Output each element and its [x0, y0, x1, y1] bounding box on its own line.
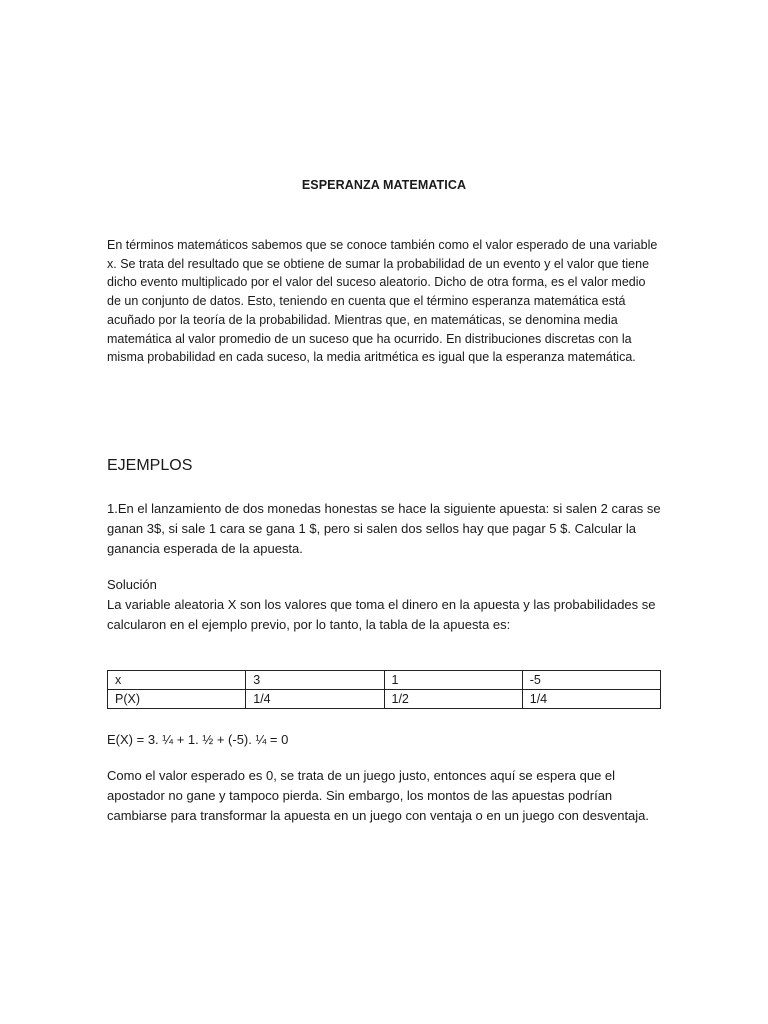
document-title: ESPERANZA MATEMATICA: [301, 178, 467, 192]
table-cell: 1: [384, 671, 522, 690]
expectation-formula: E(X) = 3. ¼ + 1. ½ + (-5). ¼ = 0: [107, 732, 289, 747]
table-cell: -5: [522, 671, 660, 690]
bet-table: [107, 670, 661, 709]
solution-paragraph: La variable aleatoria X son los valores que toma el dinero en la apuesta y las probabilidades se calcularon en el ejemplo previo, por lo tanto, la tabla de la apuesta es:: [107, 597, 656, 632]
table-cell: x: [108, 671, 246, 690]
table-row: [108, 671, 661, 690]
table-cell: 1/2: [384, 690, 522, 709]
solution-label: Solución: [107, 577, 157, 592]
table-cell: 3: [246, 671, 384, 690]
table-row: [108, 690, 661, 709]
intro-paragraph: En términos matemáticos sabemos que se conoce también como el valor esperado de una variable x. Se trata del resultado que se obtiene de sumar la probabilidad de un evento y el valor que tiene dicho evento multiplicado por el valor del suceso aleatorio. Dicho de otra forma, es el valor medio de un conjunto de datos. Esto, teniendo en cuenta que el término esperanza matemática está acuñado por la teoría de la probabilidad. Mientras que, en matemáticas, se denomina media matemática al valor promedio de un suceso que ha ocurrido. En distribuciones discretas con la misma probabilidad en cada suceso, la media aritmética es igual que la esperanza matemática.: [107, 238, 658, 365]
table-cell: P(X): [108, 690, 246, 709]
table-cell: 1/4: [246, 690, 384, 709]
table-cell: 1/4: [522, 690, 660, 709]
conclusion-paragraph: Como el valor esperado es 0, se trata de un juego justo, entonces aquí se espera que el apostador no gane y tampoco pierda. Sin embargo, los montos de las apuestas podrían cambiarse para transformar la apuesta en un juego con ventaja o en un juego con desventaja.: [107, 768, 650, 823]
examples-heading: EJEMPLOS: [107, 457, 193, 474]
example-1-paragraph: 1.En el lanzamiento de dos monedas honestas se hace la siguiente apuesta: si salen 2 caras se ganan 3$, si sale 1 cara se gana 1 $, pero si salen dos sellos hay que pagar 5 $. Calcular la ganancia esperada de la apuesta.: [107, 501, 661, 556]
